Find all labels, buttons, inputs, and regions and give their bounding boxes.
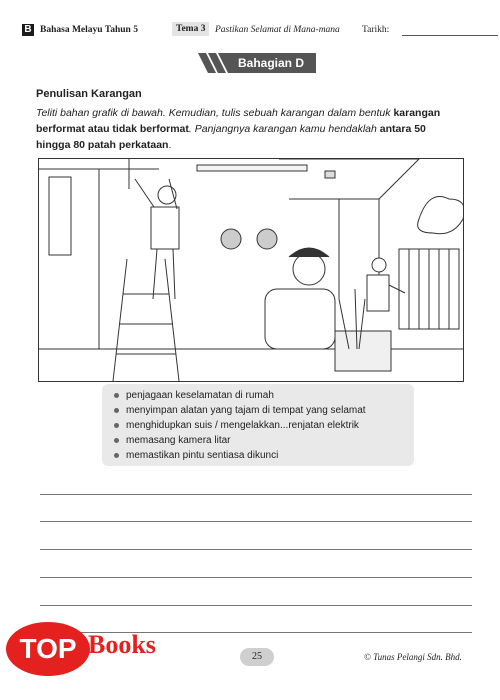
- notes-box: [102, 384, 414, 466]
- instruction-part-1: Teliti bahan grafik di bawah. Kemudian, tulis sebuah karangan dalam bentuk: [36, 107, 394, 119]
- note-item: [126, 418, 414, 433]
- book-logo-icon: B: [22, 24, 34, 36]
- brand-books: Books: [88, 630, 156, 659]
- tema-subtitle: Pastikan Selamat di Mana-mana: [215, 25, 340, 35]
- note-text: penjagaan keselamatan di rumah: [126, 390, 274, 401]
- tarikh-label: Tarikh:: [362, 25, 390, 35]
- home-safety-illustration: [39, 159, 463, 381]
- instruction-bold-1: karangan berformat atau tidak berformat: [36, 107, 441, 135]
- notes-list: [102, 384, 414, 463]
- note-item: [126, 448, 414, 463]
- bullet-icon: [114, 438, 119, 443]
- instruction-part-2: . Panjangnya karangan kamu hendaklah: [188, 123, 380, 135]
- writing-line[interactable]: [40, 605, 472, 606]
- instruction-part-3: .: [168, 139, 172, 151]
- writing-line[interactable]: [40, 494, 472, 495]
- tarikh-line: [402, 35, 498, 36]
- banner-label: Bahagian D: [237, 56, 304, 70]
- bullet-icon: [114, 453, 119, 458]
- note-item: [126, 433, 414, 448]
- note-item: [126, 388, 414, 403]
- section-title: Penulisan Karangan: [36, 88, 142, 100]
- publisher-credit: © Tunas Pelangi Sdn. Bhd.: [364, 652, 462, 662]
- bullet-icon: [114, 408, 119, 413]
- writing-line[interactable]: [40, 549, 472, 550]
- brand-top: TOP: [6, 622, 90, 676]
- page-number: 25: [240, 648, 274, 666]
- note-text: memasang kamera litar: [126, 435, 231, 446]
- bullet-icon: [114, 393, 119, 398]
- page-header: [22, 22, 478, 42]
- door-frame: [49, 177, 71, 255]
- writing-line[interactable]: [40, 521, 472, 522]
- bullet-icon: [114, 423, 119, 428]
- writing-line[interactable]: [40, 577, 472, 578]
- tema-label: Tema 3: [172, 22, 209, 36]
- instruction-text: [36, 105, 462, 153]
- topbooks-logo: [0, 622, 190, 682]
- note-text: memastikan pintu sentiasa dikunci: [126, 450, 279, 461]
- book-title: Bahasa Melayu Tahun 5: [40, 25, 138, 35]
- instruction-bold-2: antara 50 hingga 80 patah perkataan: [36, 123, 426, 151]
- note-text: menghidupkan suis / mengelakkan...renjatan elektrik: [126, 420, 359, 431]
- note-item: [126, 403, 414, 418]
- section-banner: [198, 53, 316, 73]
- scene-illustration: [38, 158, 464, 382]
- note-text: menyimpan alatan yang tajam di tempat yang selamat: [126, 405, 366, 416]
